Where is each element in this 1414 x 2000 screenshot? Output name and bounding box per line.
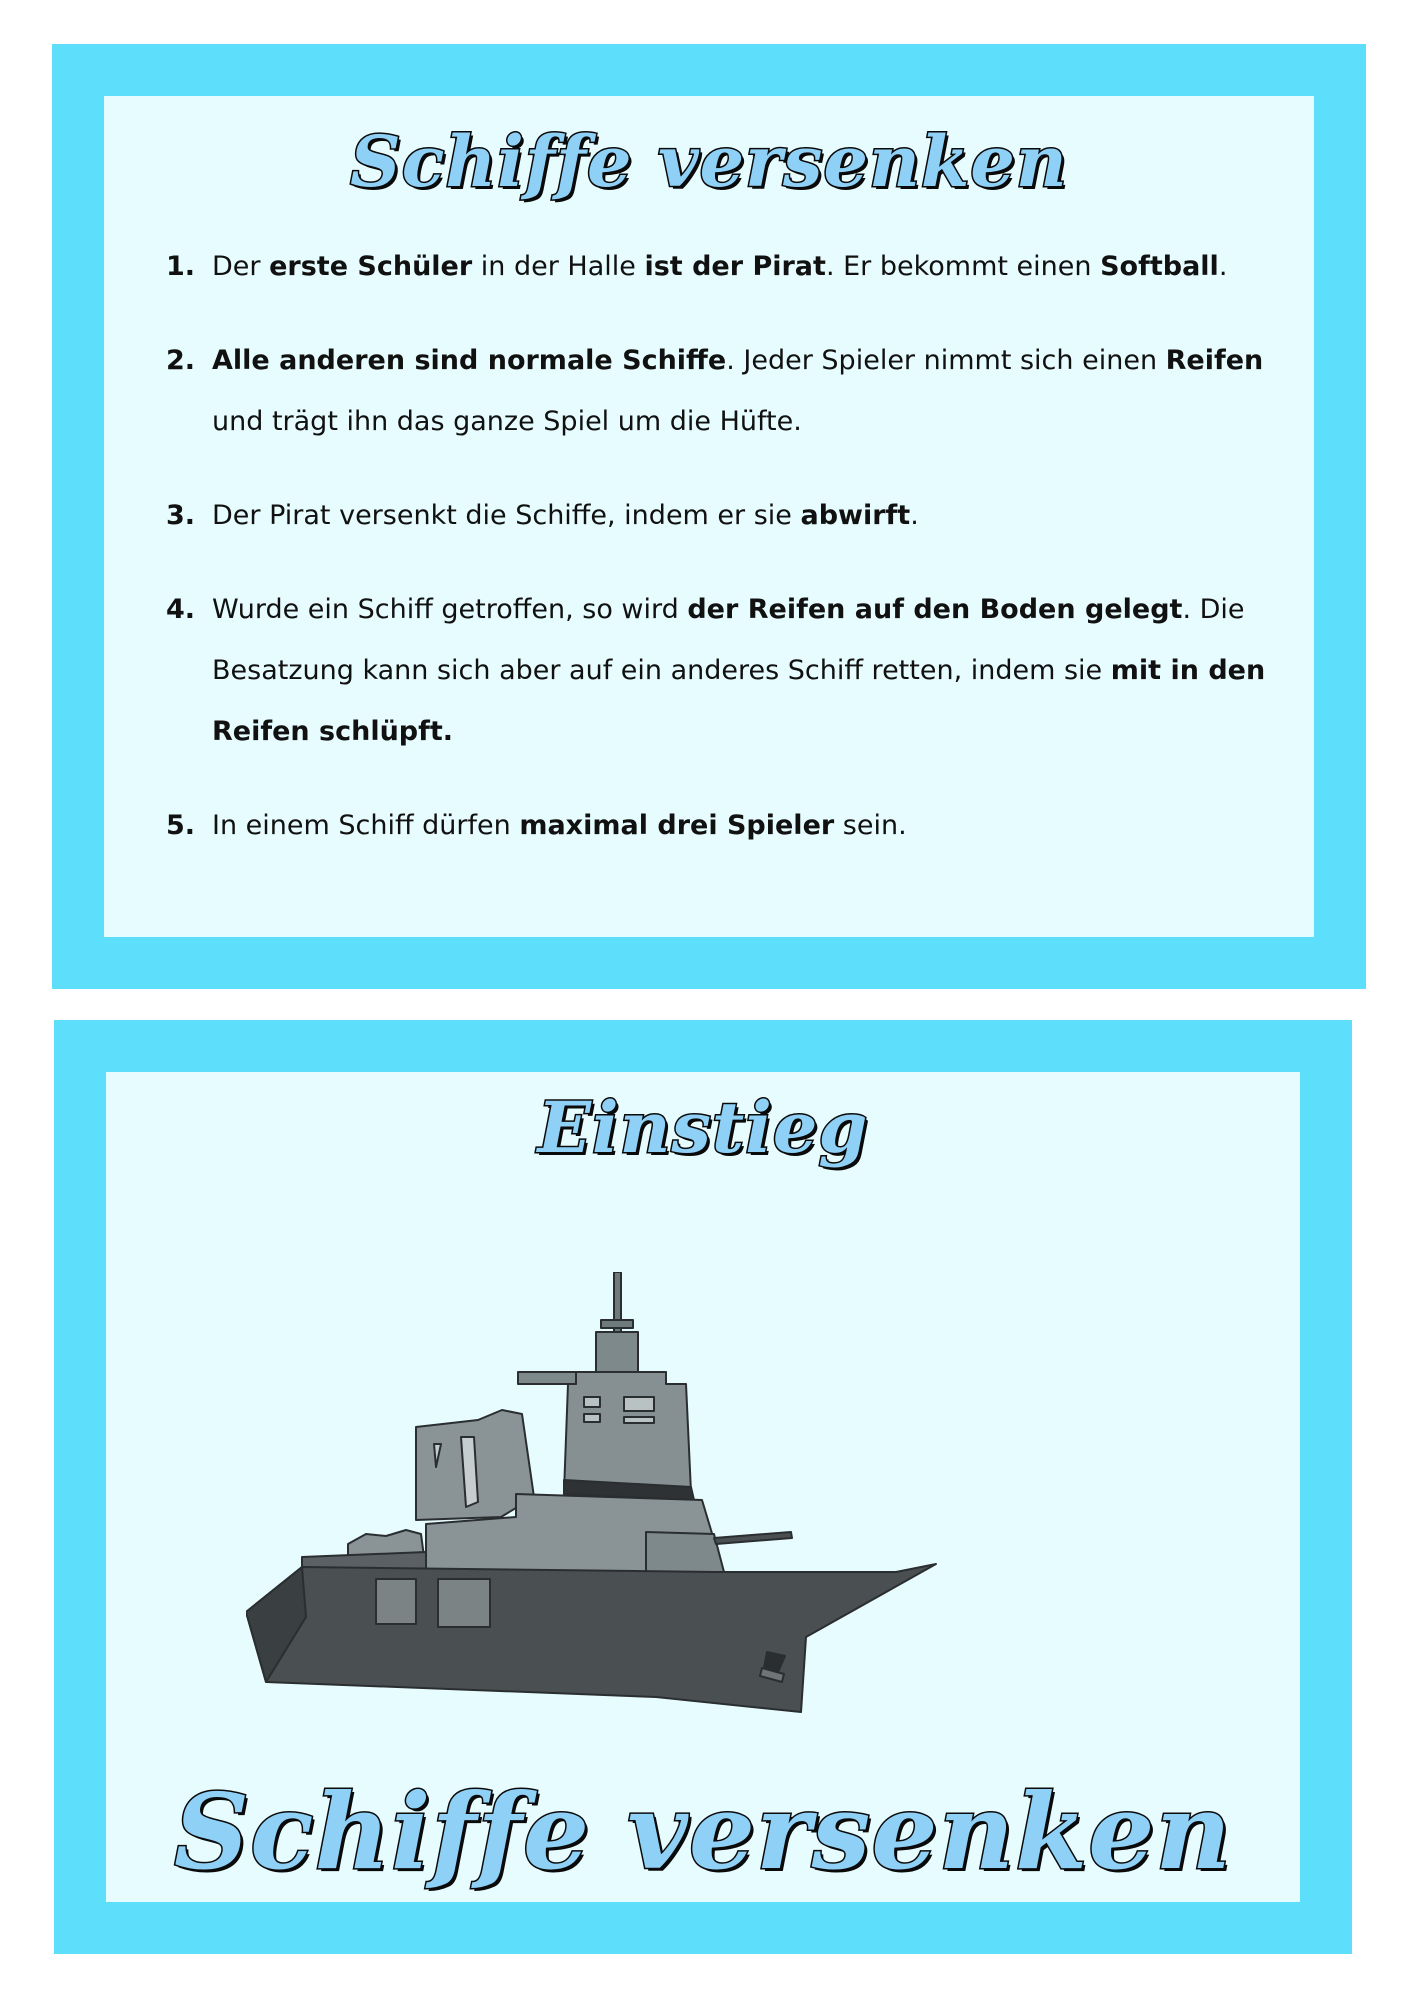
rule-segment: Wurde ein Schiff getroffen, so wird: [212, 594, 688, 625]
rule-item: [166, 330, 1276, 452]
rule-segment: . Jeder Spieler nimmt sich einen: [726, 345, 1166, 376]
rule-segment: .: [910, 500, 919, 531]
rule-number: 1.: [166, 251, 196, 282]
rule-emphasis: ist der Pirat: [644, 251, 826, 282]
rule-emphasis: der Reifen auf den Boden gelegt: [687, 594, 1183, 625]
rule-text: [212, 594, 1265, 747]
rule-number: 3.: [166, 500, 196, 531]
rule-segment: sein.: [834, 810, 907, 841]
rule-segment: In einem Schiff dürfen: [212, 810, 520, 841]
warship-illustration: [246, 1272, 1126, 1742]
rule-segment: . Er bekommt einen: [825, 251, 1101, 282]
rule-number: 2.: [166, 345, 196, 376]
cover-card: [54, 1020, 1352, 1954]
rule-emphasis: Reifen: [1165, 345, 1264, 376]
rule-emphasis: Softball: [1100, 251, 1219, 282]
rule-emphasis: abwirft: [800, 500, 911, 531]
rule-text: [212, 810, 907, 841]
rule-emphasis: erste Schüler: [269, 251, 473, 282]
cover-card-footer-title: Schiffe versenken: [174, 1770, 1232, 1893]
cover-card-heading: Einstieg: [537, 1086, 869, 1169]
rule-item: [166, 579, 1276, 762]
rule-emphasis: Alle anderen sind normale Schiffe: [212, 345, 727, 376]
rule-item: [166, 485, 1276, 546]
rule-segment: und trägt ihn das ganze Spiel um die Hüfte.: [212, 406, 802, 437]
rule-number: 4.: [166, 594, 196, 625]
rule-emphasis: mit in den Reifen schlüpft.: [212, 655, 1266, 747]
cover-card-panel: [106, 1072, 1300, 1902]
rule-segment: . Die Besatzung kann sich aber auf ein anderes Schiff retten, indem sie: [212, 594, 1245, 686]
rule-item: [166, 795, 1276, 856]
rule-text: [212, 251, 1227, 282]
rule-number: 5.: [166, 810, 196, 841]
rule-segment: .: [1218, 251, 1228, 282]
rule-segment: Der: [212, 251, 270, 282]
rules-list: [166, 236, 1276, 889]
rule-emphasis: maximal drei Spieler: [519, 810, 835, 841]
rules-card: [52, 44, 1366, 989]
rule-text: [212, 500, 919, 531]
rule-segment: in der Halle: [472, 251, 645, 282]
rule-item: [166, 236, 1276, 297]
rules-card-title: Schiffe versenken: [350, 120, 1068, 203]
rule-segment: Der Pirat versenkt die Schiffe, indem er sie: [212, 500, 801, 531]
rule-text: [212, 345, 1263, 437]
rules-card-panel: [104, 96, 1314, 937]
